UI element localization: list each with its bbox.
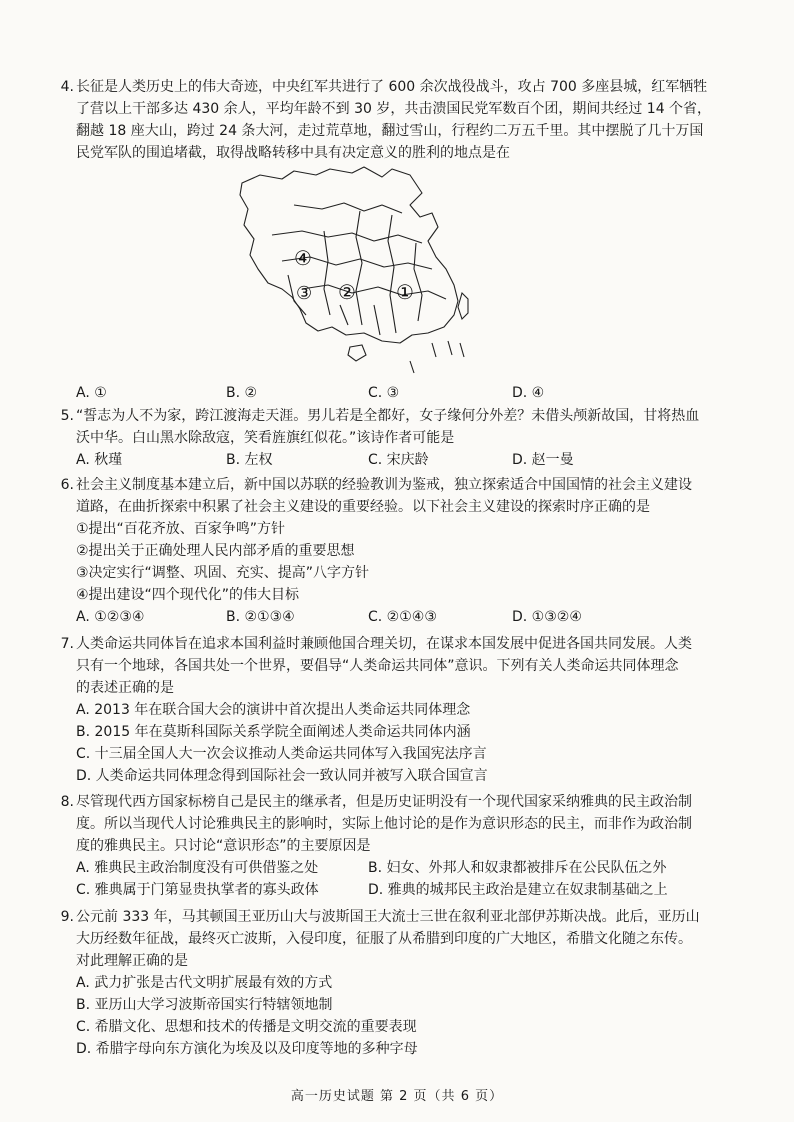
option-d[interactable]: D. ④	[512, 385, 545, 401]
statement-4: ④提出建设“四个现代化”的伟大目标	[76, 587, 300, 603]
option-a[interactable]: A. ①	[76, 385, 107, 401]
option-a[interactable]: A. ①②③④	[76, 609, 145, 625]
option-b[interactable]: B. 2015 年在莫斯科国际关系学院全面阐述人类命运共同体内涵	[76, 724, 471, 740]
question-text: “誓志为人不为家，跨江渡海走天涯。男儿若是全都好，女子缘何分外差？未借头颅新故国，甘将热血	[76, 408, 700, 424]
statement-2: ②提出关于正确处理人民内部矛盾的重要思想	[76, 543, 355, 559]
option-b[interactable]: B. 亚历山大学习波斯帝国实行特辖领地制	[76, 997, 333, 1013]
option-c[interactable]: C. ②①④③	[368, 609, 437, 625]
option-c[interactable]: C. 希腊文化、思想和技术的传播是文明交流的重要表现	[76, 1019, 417, 1035]
question-number: 8.	[60, 794, 74, 810]
question-6	[40, 474, 760, 628]
option-a[interactable]: A. 2013 年在联合国大会的演讲中首次提出人类命运共同体理念	[76, 702, 471, 718]
question-text: 度。所以当现代人讨论雅典民主的影响时，实际上他讨论的是作为意识形态的民主，而非作为政治制	[76, 816, 692, 832]
question-text: 公元前 333 年，马其顿国王亚历山大与波斯国王大流士三世在叙利亚北部伊苏斯决战。此后，亚历山	[76, 909, 700, 925]
option-d[interactable]: D. 希腊字母向东方演化为埃及以及印度等地的多种字母	[76, 1041, 418, 1057]
question-text: 了营以上干部多达 430 余人，平均年龄不到 30 岁，共击溃国民党军数百个团，期间共经过 14 个省，	[76, 101, 712, 117]
option-b[interactable]: B. ②	[226, 385, 258, 401]
map-label-4: ④	[294, 246, 312, 270]
question-9	[40, 906, 760, 1060]
option-d[interactable]: D. 赵一曼	[512, 452, 574, 468]
option-a[interactable]: A. 雅典民主政治制度没有可供借鉴之处	[76, 860, 319, 876]
question-number: 6.	[60, 477, 74, 493]
option-c[interactable]: C. 十三届全国人大一次会议推动人类命运共同体写入我国宪法序言	[76, 746, 487, 762]
question-text: 的表述正确的是	[76, 680, 174, 696]
option-d[interactable]: D. 人类命运共同体理念得到国际社会一致认同并被写入联合国宣言	[76, 768, 488, 784]
option-c[interactable]: C. 宋庆龄	[368, 452, 429, 468]
question-text: 对此理解正确的是	[76, 953, 188, 969]
question-text: 沃中华。白山黑水除敌寇，笑看旌旗红似花。”该诗作者可能是	[76, 430, 455, 446]
question-text: 度的雅典民主。只讨论“意识形态”的主要原因是	[76, 838, 371, 854]
map-label-1: ①	[396, 280, 414, 304]
question-text: 民党军队的围追堵截，取得战略转移中具有决定意义的胜利的地点是在	[76, 145, 510, 161]
taiwan-island	[458, 293, 468, 319]
option-b[interactable]: B. 左权	[226, 452, 273, 468]
page-footer: 高一历史试题 第 2 页（共 6 页）	[290, 1089, 504, 1104]
question-text: 人类命运共同体旨在追求本国利益时兼顾他国合理关切，在谋求本国发展中促进各国共同发展。人类	[76, 636, 692, 652]
question-text: 社会主义制度基本建立后，新中国以苏联的经验教训为鉴戒，独立探索适合中国国情的社会主义建设	[76, 477, 692, 493]
question-8	[40, 791, 760, 901]
hainan-island	[348, 345, 366, 361]
statement-1: ①提出“百花齐放、百家争鸣”方针	[76, 521, 286, 537]
statement-3: ③决定实行“调整、巩固、充实、提高”八字方针	[76, 565, 370, 581]
question-text: 只有一个地球，各国共处一个世界，要倡导“人类命运共同体”意识。下列有关人类命运共同体理念	[76, 658, 679, 674]
option-c[interactable]: C. ③	[368, 385, 400, 401]
question-text: 翻越 18 座大山，跨过 24 条大河，走过荒草地，翻过雪山，行程约二万五千里。其中摆脱了几十万国	[76, 123, 704, 139]
map-label-3: ③	[296, 283, 313, 304]
question-4	[40, 76, 760, 164]
china-map-figure	[232, 165, 482, 375]
option-b[interactable]: B. ②①③④	[226, 609, 295, 625]
option-a[interactable]: A. 武力扩张是古代文明扩展最有效的方式	[76, 975, 333, 991]
option-b[interactable]: B. 妇女、外邦人和奴隶都被排斥在公民队伍之外	[368, 860, 667, 876]
question-7	[40, 633, 760, 787]
question-text: 大历经数年征战，最终灭亡波斯，入侵印度，征服了从希腊到印度的广大地区，希腊文化随之东传。	[76, 931, 692, 947]
map-outline	[240, 167, 458, 343]
question-text: 长征是人类历史上的伟大奇迹，中央红军共进行了 600 余次战役战斗，攻占 700 多座县城，红军牺牲	[76, 79, 708, 95]
question-number: 4.	[60, 79, 74, 95]
option-c[interactable]: C. 雅典属于门第显贵执掌者的寡头政体	[76, 882, 319, 898]
option-d[interactable]: D. 雅典的城邦民主政治是建立在奴隶制基础之上	[368, 882, 668, 898]
question-number: 9.	[60, 909, 74, 925]
option-a[interactable]: A. 秋瑾	[76, 452, 123, 468]
question-number: 7.	[60, 636, 74, 652]
question-text: 道路，在曲折探索中积累了社会主义建设的重要经验。以下社会主义建设的探索时序正确的是	[76, 499, 650, 515]
map-label-2: ②	[338, 280, 356, 304]
question-4-options	[40, 382, 760, 404]
question-5	[40, 405, 760, 471]
question-number: 5.	[60, 408, 74, 424]
option-d[interactable]: D. ①③②④	[512, 609, 582, 625]
question-text: 尽管现代西方国家标榜自己是民主的继承者，但是历史证明没有一个现代国家采纳雅典的民主政治制	[76, 794, 692, 810]
